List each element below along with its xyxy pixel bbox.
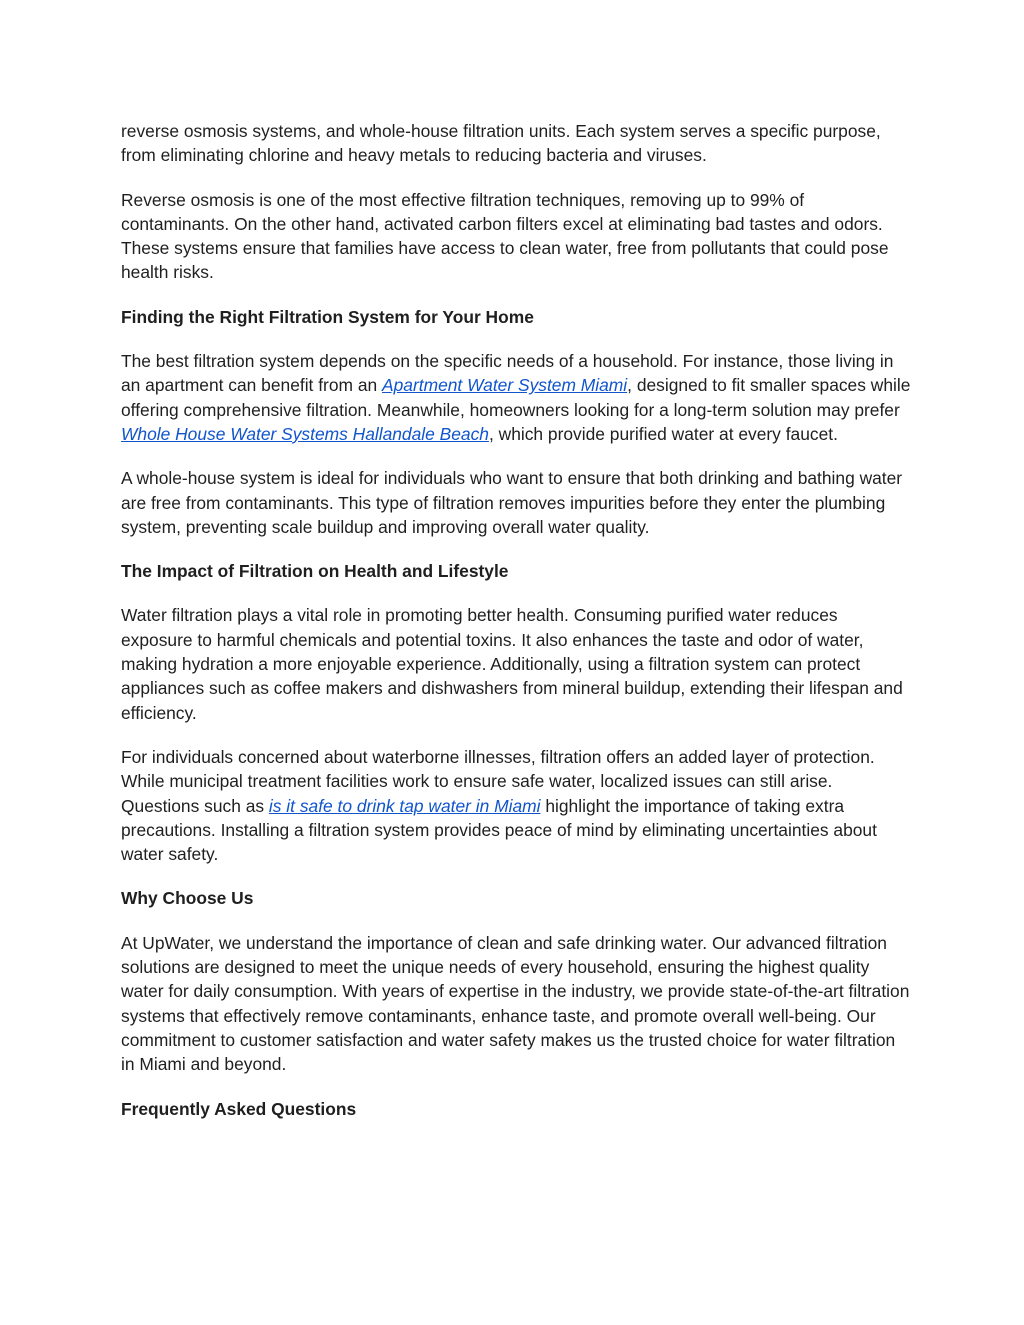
paragraph-reverse-osmosis: Reverse osmosis is one of the most effective filtration techniques, removing up to 99% of contaminants. On the other hand, activated carbon filters excel at eliminating bad tastes and odors. These systems ensure that families have access to clean water, free from pollutants that could pose health risks.: [121, 189, 889, 283]
paragraph-whole-house-system: A whole-house system is ideal for individuals who want to ensure that both drinking and bathing water are free from contaminants. This type of filtration removes impurities before they enter the plumbing system, preventing scale buildup and improving overall water quality.: [121, 468, 903, 537]
paragraph-health-benefits: Water filtration plays a vital role in promoting better health. Consuming purified water reduces exposure to harmful chemicals and potential toxins. It also enhances the taste and odor of water, making hydration a more enjoyable experience. Additionally, using a filtration system can protect appliances such as coffee makers and dishwashers from mineral buildup, extending their lifespan and efficiency.: [121, 605, 903, 723]
text-segment: highlight the importance of taking extra precautions. Installing a filtration system provides peace of mind by eliminating uncertainties about water safety.: [121, 795, 877, 865]
paragraph-upwater: At UpWater, we understand the importance of clean and safe drinking water. Our advanced filtration solutions are designed to meet the unique needs of every household, ensuring the highest quality water for daily consumption. With years of expertise in the industry, we provide state-of-the-art filtration systems that effectively remove contaminants, enhance taste, and promote overall well-being. Our commitment to customer satisfaction and water safety makes us the trusted choice for water filtration in Miami and beyond.: [121, 932, 910, 1075]
document-page: [121, 119, 911, 1141]
heading-impact-of-filtration: The Impact of Filtration on Health and Lifestyle: [121, 561, 509, 582]
paragraph-best-system: [121, 349, 911, 446]
link-apartment-water-system-miami[interactable]: Apartment Water System Miami: [382, 375, 628, 396]
text-segment: , designed to fit smaller spaces while offering comprehensive filtration. Meanwhile, homeowners looking for a long-term solution may prefer: [121, 375, 911, 420]
link-is-it-safe-to-drink-tap-water-in-miami[interactable]: is it safe to drink tap water in Miami: [268, 795, 541, 816]
heading-why-choose-us: Why Choose Us: [121, 888, 254, 909]
text-segment: , which provide purified water at every faucet.: [488, 423, 838, 444]
paragraph-filtration-types: reverse osmosis systems, and whole-house filtration units. Each system serves a specific purpose, from eliminating chlorine and heavy metals to reducing bacteria and viruses.: [121, 121, 881, 166]
text-segment: For individuals concerned about waterborne illnesses, filtration offers an added layer of protection. While municipal treatment facilities work to ensure safe water, localized issues can still arise. Questions such as: [121, 746, 875, 816]
heading-faq: Frequently Asked Questions: [121, 1098, 357, 1119]
text-segment: The best filtration system depends on the specific needs of a household. For instance, those living in an apartment can benefit from an: [121, 351, 894, 396]
heading-finding-right-system: Finding the Right Filtration System for Your Home: [121, 306, 534, 327]
paragraph-waterborne-illnesses: [121, 745, 911, 866]
link-whole-house-water-systems-hallandale-beach[interactable]: Whole House Water Systems Hallandale Beach: [121, 423, 489, 444]
